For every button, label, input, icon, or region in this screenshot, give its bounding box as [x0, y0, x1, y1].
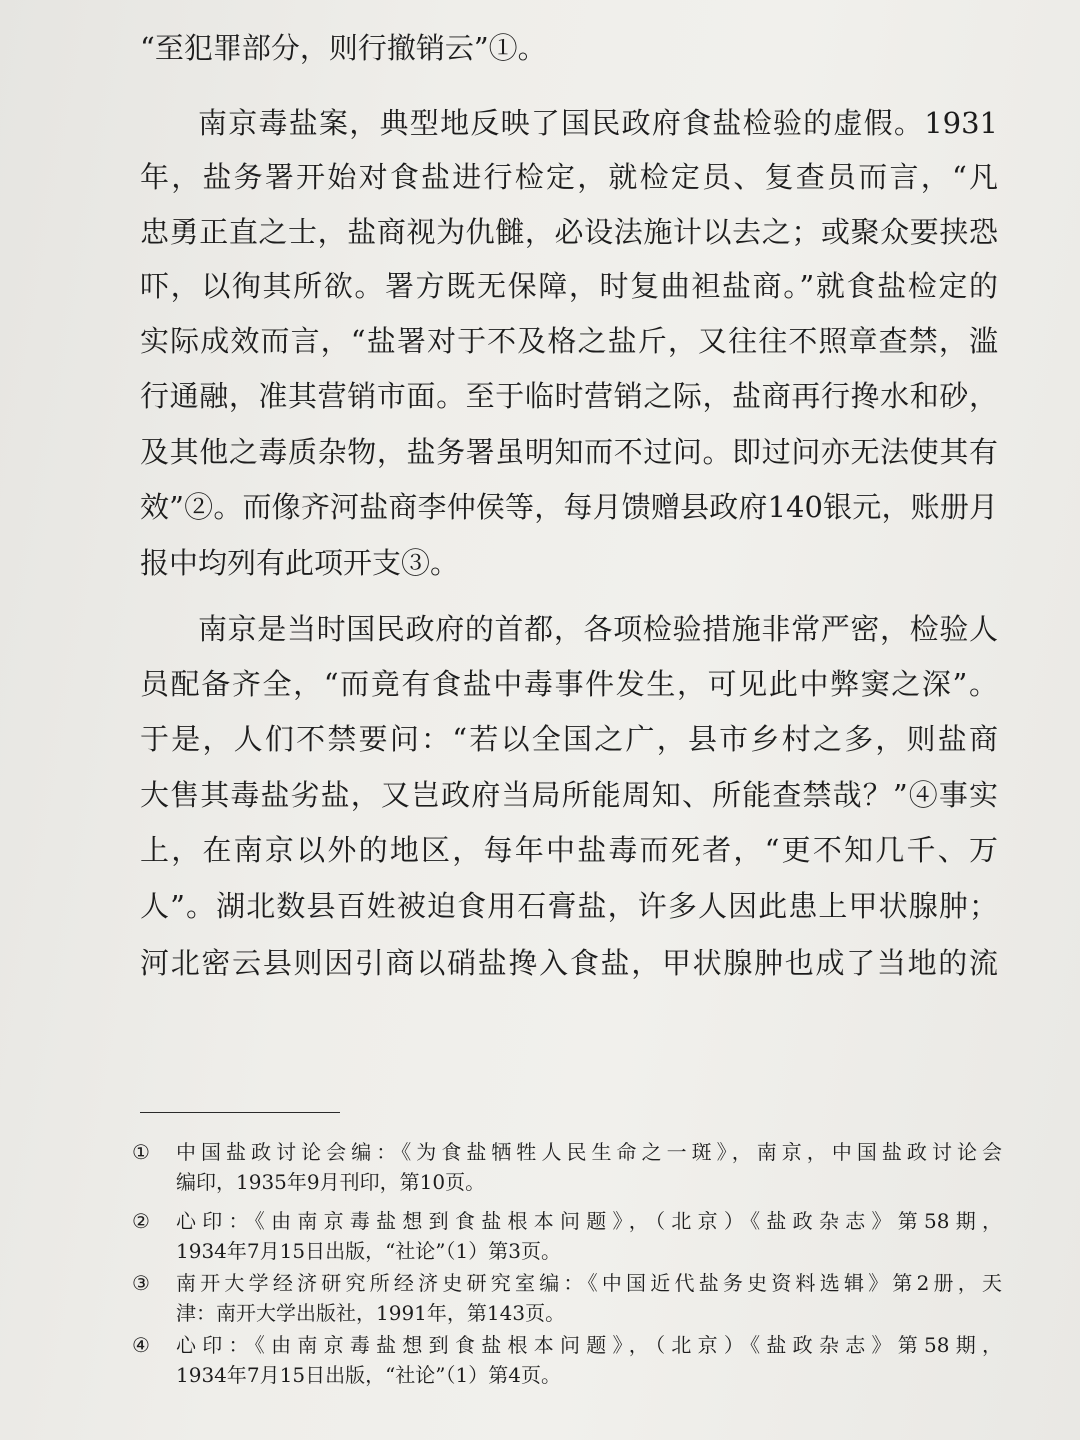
footnote-line: 编印，1935年9月刊印，第10页。	[176, 1170, 486, 1194]
body-line: 年，盐务署开始对食盐进行检定，就检定员、复查员而言，“凡	[140, 160, 998, 194]
footnote-line: 中国盐政讨论会编：《为食盐牺牲人民生命之一斑》，南京，中国盐政讨论会	[176, 1140, 1002, 1164]
footnote-line: 南开大学经济研究所经济史研究室编：《中国近代盐务史资料选辑》第2册，天	[176, 1271, 1002, 1295]
body-line: “至犯罪部分，则行撤销云”①。	[140, 31, 547, 65]
body-line: 人”。湖北数县百姓被迫食用石膏盐，许多人因此患上甲状腺肿；	[140, 889, 998, 923]
body-line: 员配备齐全，“而竟有食盐中毒事件发生，可见此中弊窦之深”。	[140, 667, 998, 701]
footnote-mark: ④	[132, 1333, 150, 1357]
body-line: 大售其毒盐劣盐，又岂政府当局所能周知、所能查禁哉？”④事实	[140, 778, 998, 812]
footnote-line: 心印：《由南京毒盐想到食盐根本问题》，（北京）《盐政杂志》第58期，	[176, 1333, 1002, 1357]
body-line: 南京毒盐案，典型地反映了国民政府食盐检验的虚假。1931	[198, 106, 998, 140]
body-line: 实际成效而言，“盐署对于不及格之盐斤，又往往不照章查禁，滥	[140, 324, 998, 358]
body-line: 效”②。而像齐河盐商李仲侯等，每月馈赠县政府140银元，账册月	[140, 490, 998, 524]
body-line: 河北密云县则因引商以硝盐搀入食盐，甲状腺肿也成了当地的流	[140, 946, 998, 980]
body-line: 忠勇正直之士，盐商视为仇雠，必设法施计以去之；或聚众要挟恐	[140, 215, 998, 249]
body-line: 上，在南京以外的地区，每年中盐毒而死者，“更不知几千、万	[140, 833, 998, 867]
footnote-divider	[140, 1112, 340, 1113]
footnote-mark: ②	[132, 1209, 150, 1233]
body-line: 吓，以徇其所欲。署方既无保障，时复曲袒盐商。”就食盐检定的	[140, 269, 998, 303]
body-line: 及其他之毒质杂物，盐务署虽明知而不过问。即过问亦无法使其有	[140, 435, 998, 469]
body-line: 行通融，准其营销市面。至于临时营销之际，盐商再行搀水和砂，	[140, 379, 998, 413]
footnote-line: 津：南开大学出版社，1991年，第143页。	[176, 1301, 566, 1325]
footnote-line: 1934年7月15日出版，“社论”（1）第4页。	[176, 1363, 561, 1387]
body-line: 于是，人们不禁要问：“若以全国之广，县市乡村之多，则盐商	[140, 722, 998, 756]
footnote-mark: ①	[132, 1140, 150, 1164]
body-line: 报中均列有此项开支③。	[140, 546, 460, 580]
body-line: 南京是当时国民政府的首都，各项检验措施非常严密，检验人	[198, 612, 998, 646]
footnote-line: 1934年7月15日出版，“社论”（1）第3页。	[176, 1239, 561, 1263]
footnote-mark: ③	[132, 1271, 150, 1295]
footnote-line: 心印：《由南京毒盐想到食盐根本问题》，（北京）《盐政杂志》第58期，	[176, 1209, 1002, 1233]
